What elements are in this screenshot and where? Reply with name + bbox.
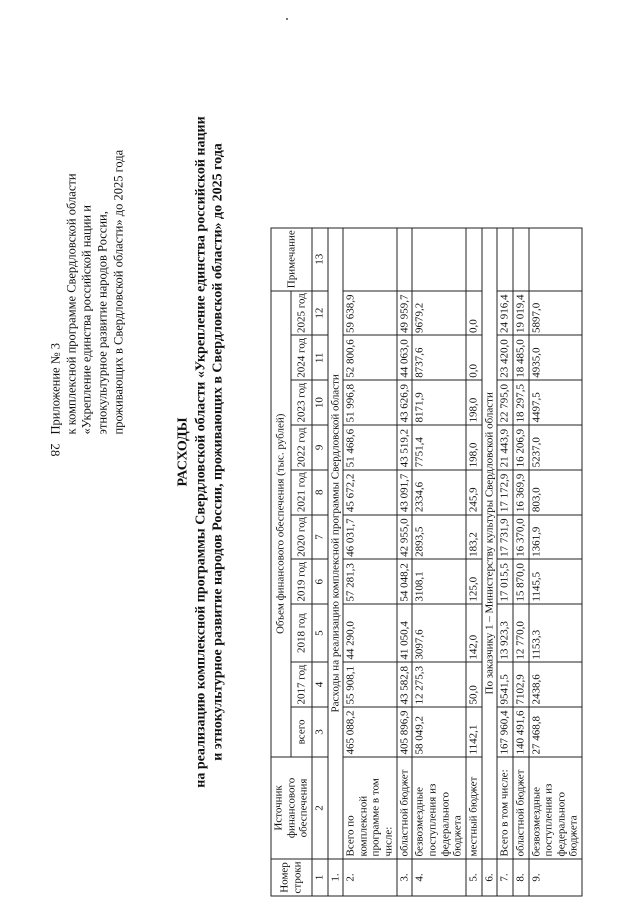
value-cell: 4497,5 xyxy=(529,380,583,425)
value-cell: 125,0 xyxy=(466,559,482,604)
value-cell: 9679,2 xyxy=(412,291,466,336)
value-cell: 50,0 xyxy=(466,662,482,707)
row-number: 1. xyxy=(328,859,344,896)
column-number: 6 xyxy=(312,559,328,604)
value-cell: 1153,3 xyxy=(529,604,583,662)
header-year: 2025 год xyxy=(291,291,311,336)
table-row xyxy=(328,228,344,896)
header-year: 2019 год xyxy=(291,559,311,604)
column-number: 1 xyxy=(312,859,328,896)
column-number: 8 xyxy=(312,470,328,515)
row-number: 7. xyxy=(497,859,513,896)
header-year: 2020 год xyxy=(291,515,311,560)
value-cell: 24 916,4 xyxy=(497,291,513,336)
note-cell xyxy=(466,228,482,291)
appendix-line: проживающих в Свердловской области» до 2025 года xyxy=(111,149,125,435)
column-number: 12 xyxy=(312,291,328,336)
value-cell: 17 015,5 xyxy=(497,559,513,604)
value-cell: 245,9 xyxy=(466,470,482,515)
value-cell: 1142,1 xyxy=(466,707,482,757)
source-cell: Всего в том числе: xyxy=(497,757,513,859)
value-cell: 42 955,0 xyxy=(397,515,413,560)
title-line: РАСХОДЫ xyxy=(175,417,191,487)
section-heading: Расходы на реализацию комплексной программы Свердловской области xyxy=(328,228,344,859)
value-cell: 54 048,2 xyxy=(397,559,413,604)
financing-table xyxy=(271,227,583,896)
value-cell: 183,2 xyxy=(466,515,482,560)
note-cell xyxy=(412,228,466,291)
value-cell: 45 672,2 xyxy=(343,470,397,515)
value-cell: 44 290,0 xyxy=(343,604,397,662)
value-cell: 8171,9 xyxy=(412,380,466,425)
value-cell: 3097,6 xyxy=(412,604,466,662)
table-row xyxy=(529,228,583,896)
value-cell: 43 519,2 xyxy=(397,425,413,470)
value-cell: 59 638,9 xyxy=(343,291,397,336)
appendix-line: «Укрепление единства российской нации и xyxy=(79,205,94,435)
title-line: на реализацию комплексной программы Свердловской области «Укрепление единства российской нации xyxy=(193,116,208,788)
row-number: 6. xyxy=(482,859,498,896)
value-cell: 198,0 xyxy=(466,425,482,470)
column-number: 3 xyxy=(312,707,328,757)
value-cell: 52 800,6 xyxy=(343,335,397,380)
appendix-line: Приложение № 3 xyxy=(48,342,63,435)
value-cell: 5237,0 xyxy=(529,425,583,470)
value-cell: 18 485,0 xyxy=(513,335,529,380)
value-cell: 17 172,9 xyxy=(497,470,513,515)
column-number: 2 xyxy=(312,757,328,859)
header-note: Примечание xyxy=(271,228,312,291)
value-cell: 49 959,7 xyxy=(397,291,413,336)
section-heading: По заказчику 1 – Министерству культуры Свердловской области xyxy=(482,228,498,859)
note-cell xyxy=(497,228,513,291)
note-cell xyxy=(343,228,397,291)
header-year: 2017 год xyxy=(291,662,311,707)
value-cell: 12 275,3 xyxy=(412,662,466,707)
value-cell: 5897,0 xyxy=(529,291,583,336)
value-cell: 16 206,9 xyxy=(513,425,529,470)
value-cell: 23 420,0 xyxy=(497,335,513,380)
value-cell: 15 870,0 xyxy=(513,559,529,604)
table-row xyxy=(466,228,482,896)
value-cell: 17 731,9 xyxy=(497,515,513,560)
note-cell xyxy=(529,228,583,291)
value-cell: 2438,6 xyxy=(529,662,583,707)
row-number: 8. xyxy=(513,859,529,896)
header-row-number: Номер строки xyxy=(271,859,312,896)
value-cell: 140 491,6 xyxy=(513,707,529,757)
value-cell: 18 297,5 xyxy=(513,380,529,425)
appendix-line: этнокультурное развитие народов России, xyxy=(95,211,110,435)
value-cell: 8737,6 xyxy=(412,335,466,380)
row-number: 5. xyxy=(466,859,482,896)
value-cell: 21 443,9 xyxy=(497,425,513,470)
value-cell: 44 063,0 xyxy=(397,335,413,380)
header-year: 2021 год xyxy=(291,470,311,515)
table-row xyxy=(513,228,529,896)
header-volume: Объем финансового обеспечения (тыс. рублей) xyxy=(271,291,291,757)
value-cell: 198,0 xyxy=(466,380,482,425)
page-number: 28 xyxy=(48,443,63,457)
header-year: 2024 год xyxy=(291,335,311,380)
value-cell: 16 369,9 xyxy=(513,470,529,515)
value-cell: 405 896,9 xyxy=(397,707,413,757)
value-cell: 58 049,2 xyxy=(412,707,466,757)
value-cell: 19 019,4 xyxy=(513,291,529,336)
column-number: 4 xyxy=(312,662,328,707)
source-cell: областной бюджет xyxy=(513,757,529,859)
value-cell: 13 923,3 xyxy=(497,604,513,662)
value-cell: 2893,5 xyxy=(412,515,466,560)
value-cell: 51 468,6 xyxy=(343,425,397,470)
rotated-page-content xyxy=(1,0,640,905)
value-cell: 1145,5 xyxy=(529,559,583,604)
source-cell: безвозмездные поступления из федерального бюджета xyxy=(529,757,583,859)
source-cell: областной бюджет xyxy=(397,757,413,859)
value-cell: 22 795,0 xyxy=(497,380,513,425)
value-cell: 43 626,9 xyxy=(397,380,413,425)
column-number: 10 xyxy=(312,380,328,425)
column-number: 7 xyxy=(312,515,328,560)
header-year: 2023 год xyxy=(291,380,311,425)
row-number: 4. xyxy=(412,859,466,896)
value-cell: 46 031,7 xyxy=(343,515,397,560)
title-line: и этнокультурное развитие народов России, проживающих в Свердловской области» до 2025 года xyxy=(210,143,226,761)
note-cell xyxy=(513,228,529,291)
source-cell: безвозмездные поступления из федерального бюджета xyxy=(412,757,466,859)
table-row xyxy=(497,228,513,896)
table-row xyxy=(343,228,397,896)
value-cell: 27 468,8 xyxy=(529,707,583,757)
appendix-line: к комплексной программе Свердловской области xyxy=(64,173,79,435)
value-cell: 7102,9 xyxy=(513,662,529,707)
row-number: 2. xyxy=(343,859,397,896)
table-body xyxy=(312,228,582,896)
header-source: Источник финансового обеспечения xyxy=(271,757,312,859)
value-cell: 1361,9 xyxy=(529,515,583,560)
document-title xyxy=(175,0,228,905)
column-number: 11 xyxy=(312,335,328,380)
header-total: всего xyxy=(291,707,311,757)
row-number: 9. xyxy=(529,859,583,896)
row-number: 3. xyxy=(397,859,413,896)
value-cell: 0,0 xyxy=(466,291,482,336)
value-cell: 7751,4 xyxy=(412,425,466,470)
column-number-row xyxy=(312,228,328,896)
header-year: 2018 год xyxy=(291,604,311,662)
value-cell: 803,0 xyxy=(529,470,583,515)
value-cell: 2334,6 xyxy=(412,470,466,515)
column-number: 13 xyxy=(312,228,328,291)
value-cell: 167 960,4 xyxy=(497,707,513,757)
value-cell: 9541,5 xyxy=(497,662,513,707)
source-cell: Всего по комплексной программе в том числе: xyxy=(343,757,397,859)
value-cell: 4935,0 xyxy=(529,335,583,380)
note-cell xyxy=(397,228,413,291)
column-number: 9 xyxy=(312,425,328,470)
source-cell: местный бюджет xyxy=(466,757,482,859)
value-cell: 41 050,4 xyxy=(397,604,413,662)
value-cell: 43 582,8 xyxy=(397,662,413,707)
value-cell: 3108,1 xyxy=(412,559,466,604)
value-cell: 16 370,0 xyxy=(513,515,529,560)
value-cell: 12 770,0 xyxy=(513,604,529,662)
value-cell: 57 281,3 xyxy=(343,559,397,604)
value-cell: 0,0 xyxy=(466,335,482,380)
value-cell: 55 908,1 xyxy=(343,662,397,707)
value-cell: 43 091,7 xyxy=(397,470,413,515)
table-row xyxy=(412,228,466,896)
table-row xyxy=(397,228,413,896)
column-number: 5 xyxy=(312,604,328,662)
header-year: 2022 год xyxy=(291,425,311,470)
table-row xyxy=(482,228,498,896)
value-cell: 465 088,2 xyxy=(343,707,397,757)
value-cell: 142,0 xyxy=(466,604,482,662)
appendix-header xyxy=(49,15,127,435)
value-cell: 51 996,8 xyxy=(343,380,397,425)
